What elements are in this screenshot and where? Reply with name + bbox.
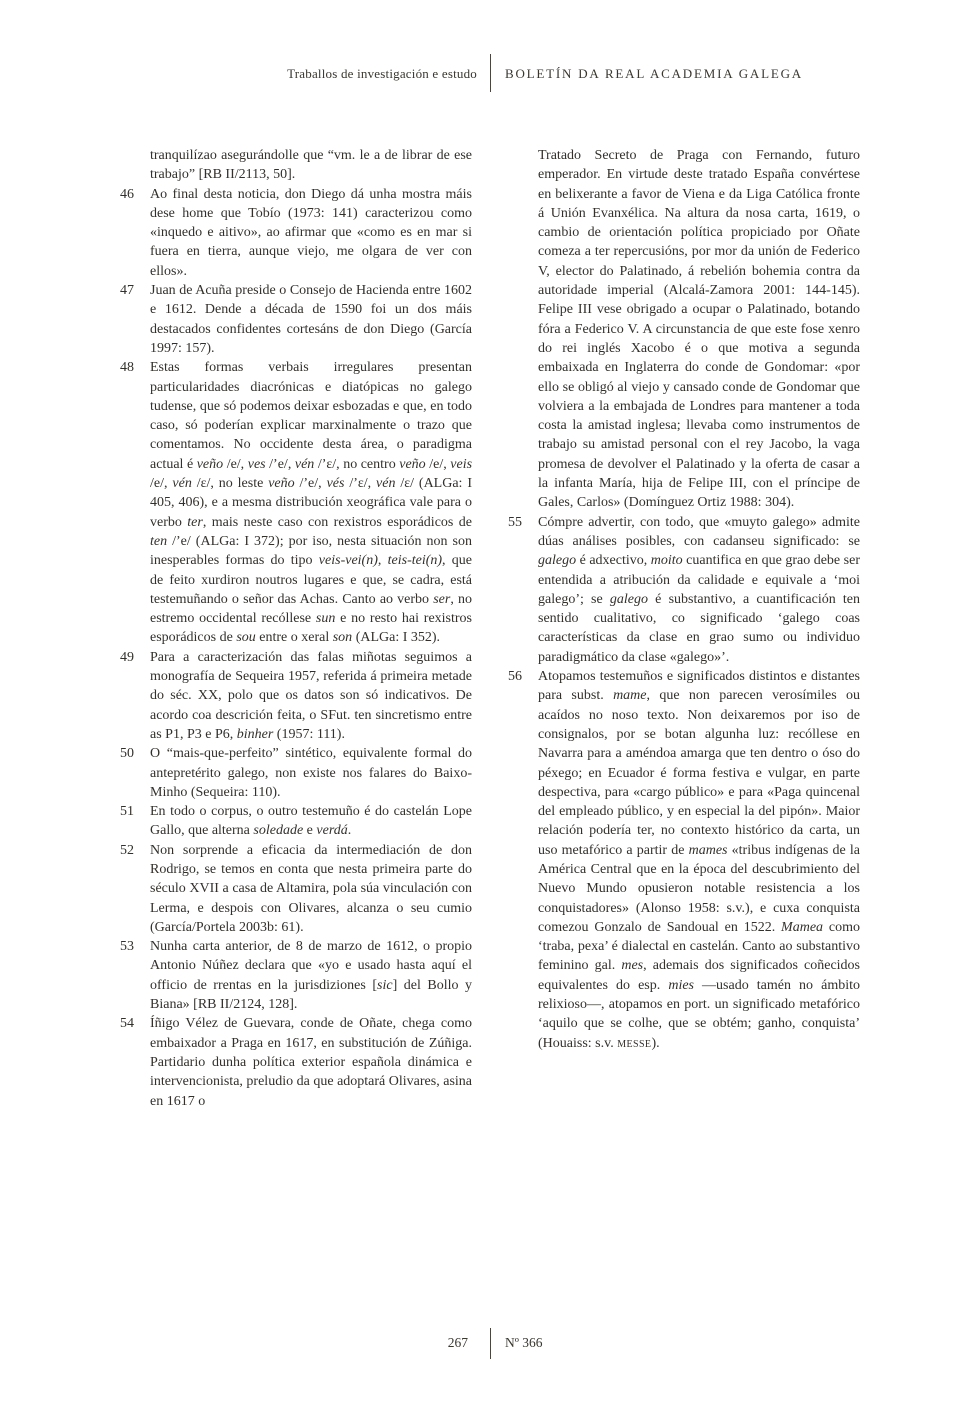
footnote-text: Non sorprende a eficacia da intermediación de don Rodrigo, se temos en conta que nesta primeira parte do século XVII a casa de Altamira, pola súa vinculación con Lerma, e despois con Olivares, alcanza o seu cumio (García/Portela 2003b: 61).	[150, 842, 472, 935]
footnote-number: 55	[508, 514, 522, 530]
footnote-number: 53	[120, 939, 134, 955]
header-divider-rule	[490, 54, 491, 92]
footnote	[508, 513, 860, 667]
footnote	[508, 146, 860, 513]
footnote-text: Juan de Acuña preside o Consejo de Hacienda entre 1602 e 1612. Dende a década de 1590 foi un dos máis destacados confidentes cortesáns de don Diego (García 1997: 157).	[150, 283, 472, 356]
running-head-section-title: Traballos de investigación e estudo	[287, 66, 477, 81]
footnote-number: 48	[120, 360, 134, 376]
endnotes-area	[120, 146, 860, 1111]
footnote-number	[120, 146, 150, 185]
issue-number: Nº 366	[505, 1335, 543, 1350]
footnote	[120, 185, 472, 281]
footnote	[120, 358, 472, 647]
running-head-journal-title: BOLETÍN DA REAL ACADEMIA GALEGA	[505, 66, 803, 81]
footnote	[120, 744, 472, 802]
footnote-text: Nunha carta anterior, de 8 de marzo de 1612, o propio Antonio Núñez declara que «yo e usado hasta aquí el officio de rrentas en la jurisdiziones [sic] del Bollo y Biana» [RB II/2124, 128].	[150, 939, 472, 1013]
footnote	[120, 841, 472, 937]
footnote	[120, 648, 472, 744]
footnote	[120, 802, 472, 841]
footnote-text: Íñigo Vélez de Guevara, conde de Oñate, chega como embaixador a Praga en 1617, en substitución de Zúñiga. Partidario dunha política exterior española dinámica e intervencionista, preludio da que adoptará Olivares, asina en 1617 o	[150, 1016, 472, 1109]
footnote-number: 51	[120, 804, 134, 820]
footnote	[120, 146, 472, 185]
footnote-number: 56	[508, 669, 522, 685]
footnote-text: Cómpre advertir, con todo, que «muyto galego» admite dúas análises posibles, con cadanseu significado: se galego é adxectivo, moito cuantifica en que grao debe ser entendida a atribución da calidade e equivale a ‘moi galego’; se galego é substantivo, a cuantificación ten sentido cualitativo, co significado ‘galego coas características da clase en grao sumo ou individuo paradigmático da clase «galego»’.	[538, 514, 860, 665]
footnote-text: Ao final desta noticia, don Diego dá unha mostra máis dese home que Tobío (1973: 141) caracterizou como «inquedo e aitivo», ao afirmar que «como es en mar si fuera en tierra, aunque viejo, me olgara de ver con ellos».	[150, 186, 472, 279]
footnote-text: Tratado Secreto de Praga con Fernando, futuro emperador. En virtude deste tratado España convértese en belixerante a favor de Viena e da Liga Católica fronte á Unión Evanxélica. Na altura da nosa carta, 1619, o cambio de orientación política propiciado por Oñate comeza a ter repercusións, por mor da unión de Federico V, elector do Palatinado, á rebelión bohemia contra da autoridade imperial (Alcalá-Zamora 2001: 144-145). Felipe III vese obrigado a ocupar o Palatinado, botando fóra a Federico V. A circunstancia de que este fose xenro do rei inglés Xacobo é o que motiva a segunda embaixada en Inglaterra do conde de Gondomar: «por ello se obligó al viejo y cansado conde de Gondomar que volviera a la embajada de Londres para mantener a toda costa la amistad inglesa; llevaba como instrumentos de trabajo su amistad personal con el rey Jacobo, la vaga promesa de devolver el Palatinado y la oferta de casar a la infanta María, hija de Felipe III, con el príncipe de Gales, Carlos» (Domínguez Ortiz 1988: 304).	[538, 148, 860, 511]
footnote-number: 47	[120, 283, 134, 299]
footnote-number: 46	[120, 186, 134, 202]
footnote-text: En todo o corpus, o outro testemuño é do castelán Lope Gallo, que alterna soledade e verdá.	[150, 804, 472, 839]
notes-column-left	[120, 146, 472, 1111]
footnote-number: 54	[120, 1016, 134, 1032]
footnote-number: 50	[120, 746, 134, 762]
footnote-text: O “mais-que-perfeito” sintético, equivalente formal do antepretérito galego, non existe nos falares do Baixo-Minho (Sequeira: 110).	[150, 746, 472, 800]
footnote-text: tranquilízao asegurándolle que “vm. le a de librar de ese trabajo” [RB II/2113, 50].	[150, 148, 472, 183]
notes-column-right	[508, 146, 860, 1111]
footnote-number: 52	[120, 842, 134, 858]
footnote-text: Atopamos testemuños e significados distintos e distantes para subst. mame, que non parecen verosímiles ou acaídos no noso texto. Non deixaremos por iso de consignalos, por se botan algunha luz: recóllese en Navarra para a améndoa amarga que ten dentro o óso do péxego; en Ecuador é forma festiva e vulgar, en parte despectiva, para «cargo público» e para «Paga quincenal del empleado público, y en especial la del pipón». Maior relación podería ter, no contexto histórico da carta, un uso metafórico a partir de mames «tribus indígenas de la América Central que en la época del descubrimiento del Nuevo Mundo opusieron notable resistencia a los conquistadores» (Alonso 1958: s.v.), e cuxa conquista comezou Gonzalo de Sandoual en 1522. Mamea como ‘traba, pexa’ é dialectal en castelán. Canto ao substantivo feminino gal. mes, ademais dos significados coñecidos equivalentes do esp. mies —usado tamén no ámbito relixioso—, atopamos en port. un significado metafórico ‘aquilo que se colhe, que se obtém; ganho, conquista’ (Houaiss: s.v. messe).	[538, 669, 860, 1051]
footnote	[120, 1014, 472, 1110]
footnote	[120, 937, 472, 1014]
page-number: 267	[447, 1335, 468, 1350]
footer-divider-rule	[490, 1328, 491, 1359]
footnote	[508, 667, 860, 1053]
footnote	[120, 281, 472, 358]
footnote-number: 49	[120, 649, 134, 665]
footnote-text: Para a caracterización das falas miñotas seguimos a monografía de Sequeira 1957, referida á primeira metade do séc. XX, polo que os datos son só indicativos. De acordo coa descrición feita, o SFut. ten sincretismo entre as P1, P3 e P6, binher (1957: 111).	[150, 649, 472, 742]
footnote-text: Estas formas verbais irregulares presentan particularidades diacrónicas e diatópicas no galego tudense, que só podemos deixar esbozadas e que, en todo caso, só poderían explicar marxinalmente o trazo que comentamos. No occidente desta área, o paradigma actual é veño /e/, ves /ʼe/, vén /ʼɛ/, no centro veño /e/, veis /e/, vén /ɛ/, no leste veño /ʼe/, vés /ʼɛ/, vén /ɛ/ (ALGa: I 405, 406), e a mesma distribución xeográfica vale para o verbo ter, mais neste caso con rexistros esporádicos de ten /ʼe/ (ALGa: I 372); por iso, nesta situación non son inesperables formas do tipo veis-vei(n), teis-tei(n), que de feito xurdiron noutros lugares e que, se cadra, está testemuñando o señor das Achas. Canto ao verbo ser, no estremo occidental recóllese sun e no resto hai rexistros esporádicos de sou entre o xeral son (ALGa: I 352).	[150, 360, 473, 646]
footnote-number	[508, 146, 538, 513]
